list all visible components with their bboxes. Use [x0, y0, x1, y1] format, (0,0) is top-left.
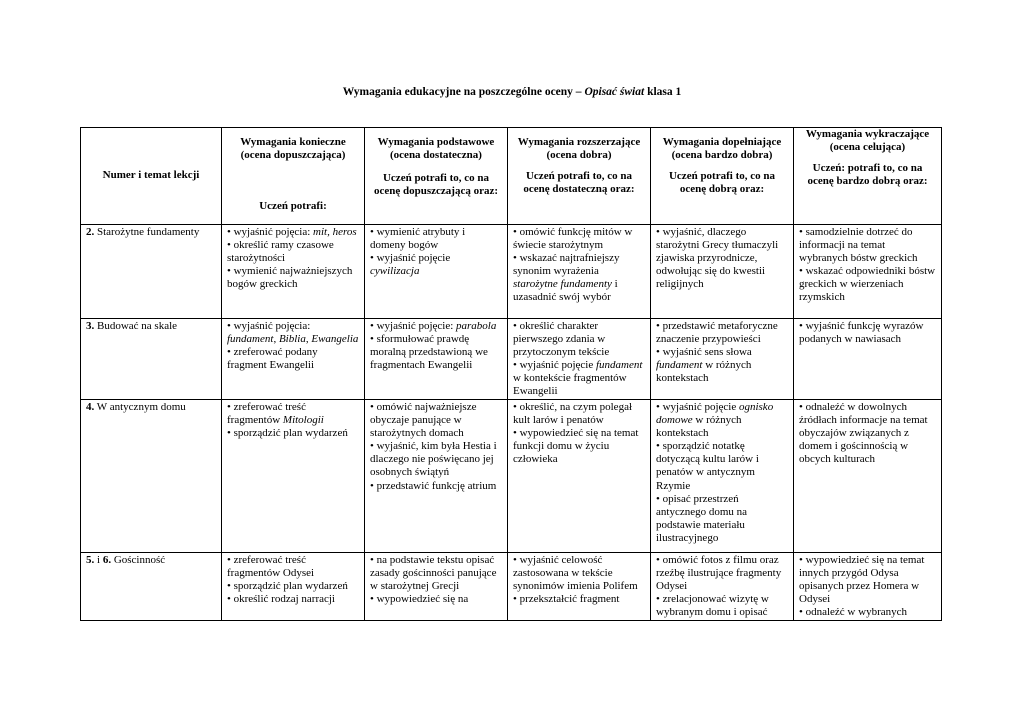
header-complementary: Wymagania dopełniające (ocena bardzo dobra) Uczeń potrafi to, co na ocenę dobrą oraz: — [651, 128, 794, 225]
document-title: Wymagania edukacyjne na poszczególne oceny – Opisać świat klasa 1 — [342, 86, 682, 98]
cell-exceeding: • wypowiedzieć się na temat innych przygód Odysa opisanych przez Homera w Odysei • odnaleźć w wybranych — [794, 553, 942, 621]
lesson-cell: 4. W antycznym domu — [81, 400, 222, 553]
cell-required: • zreferować treść fragmentów Mitologii • sporządzić plan wydarzeń — [222, 400, 365, 553]
cell-complementary: • przedstawić metaforyczne znaczenie przypowieści • wyjaśnić sens słowa fundament w różnych kontekstach — [651, 319, 794, 400]
lesson-cell: 5. i 6. Gościnność — [81, 553, 222, 621]
header-lesson: Numer i temat lekcji — [81, 128, 222, 225]
cell-complementary: • omówić fotos z filmu oraz rzeźbę ilustrujące fragmenty Odysei • zrelacjonować wizytę w wybranym domu i opisać — [651, 553, 794, 621]
header-basic: Wymagania podstawowe (ocena dostateczna) Uczeń potrafi to, co na ocenę dopuszczającą oraz: — [365, 128, 508, 225]
cell-extended: • omówić funkcję mitów w świecie starożytnym • wskazać najtrafniejszy synonim wyrażenia starożytne fundamenty i uzasadnić swój wybór — [508, 225, 651, 319]
cell-complementary: • wyjaśnić, dlaczego starożytni Grecy tłumaczyli zjawiska przyrodnicze, odwołując się do kwestii religijnych — [651, 225, 794, 319]
cell-basic: • wyjaśnić pojęcie: parabola • sformułować prawdę moralną przedstawioną we fragmentach Ewangelii — [365, 319, 508, 400]
header-required: Wymagania konieczne (ocena dopuszczająca) Uczeń potrafi: — [222, 128, 365, 225]
title-book-name: Opisać świat — [584, 86, 645, 98]
table-header-row — [81, 128, 942, 225]
cell-extended: • określić charakter pierwszego zdania w przytoczonym tekście • wyjaśnić pojęcie fundament w kontekście fragmentów Ewangelii — [508, 319, 651, 400]
cell-extended: • wyjaśnić celowość zastosowana w tekście synonimów imienia Polifem • przekształcić fragment — [508, 553, 651, 621]
cell-basic: • wymienić atrybuty i domeny bogów • wyjaśnić pojęcie cywilizacja — [365, 225, 508, 319]
cell-required: • wyjaśnić pojęcia: fundament, Biblia, Ewangelia • zreferować podany fragment Ewangelii — [222, 319, 365, 400]
cell-exceeding: • odnaleźć w dowolnych źródłach informacje na temat obyczajów związanych z domem i gościnnością w obcych kulturach — [794, 400, 942, 553]
table-row — [81, 400, 942, 553]
lesson-cell: 3. Budować na skale — [81, 319, 222, 400]
table-row — [81, 553, 942, 621]
cell-required: • zreferować treść fragmentów Odysei • sporządzić plan wydarzeń • określić rodzaj narracji — [222, 553, 365, 621]
requirements-table — [80, 127, 942, 621]
cell-basic: • na podstawie tekstu opisać zasady gościnności panujące w starożytnej Grecji • wypowiedzieć się na — [365, 553, 508, 621]
table-row — [81, 225, 942, 319]
cell-extended: • określić, na czym polegał kult larów i penatów • wypowiedzieć się na temat funkcji domu w życiu człowieka — [508, 400, 651, 553]
lesson-cell: 2. Starożytne fundamenty — [81, 225, 222, 319]
cell-required: • wyjaśnić pojęcia: mit, heros • określić ramy czasowe starożytności • wymienić najważniejszych bogów greckich — [222, 225, 365, 319]
table-row — [81, 319, 942, 400]
header-extended: Wymagania rozszerzające (ocena dobra) Uczeń potrafi to, co na ocenę dostateczną oraz: — [508, 128, 651, 225]
cell-complementary: • wyjaśnić pojęcie ognisko domowe w różnych kontekstach • sporządzić notatkę dotyczącą kultu larów i penatów w antycznym Rzymie • opisać przestrzeń antycznego domu na podstawie materiału ilustracyjnego — [651, 400, 794, 553]
cell-exceeding: • wyjaśnić funkcję wyrazów podanych w nawiasach — [794, 319, 942, 400]
cell-exceeding: • samodzielnie dotrzeć do informacji na temat wybranych bóstw greckich • wskazać odpowiedniki bóstw greckich w wierzeniach rzymskich — [794, 225, 942, 319]
header-exceeding: Wymagania wykraczające (ocena celująca) Uczeń: potrafi to, co na ocenę bardzo dobrą oraz: — [794, 128, 942, 225]
cell-basic: • omówić najważniejsze obyczaje panujące w starożytnych domach • wyjaśnić, kim była Hestia i dlaczego nie poświęcano jej osobnych świątyń • przedstawić funkcję atrium — [365, 400, 508, 553]
